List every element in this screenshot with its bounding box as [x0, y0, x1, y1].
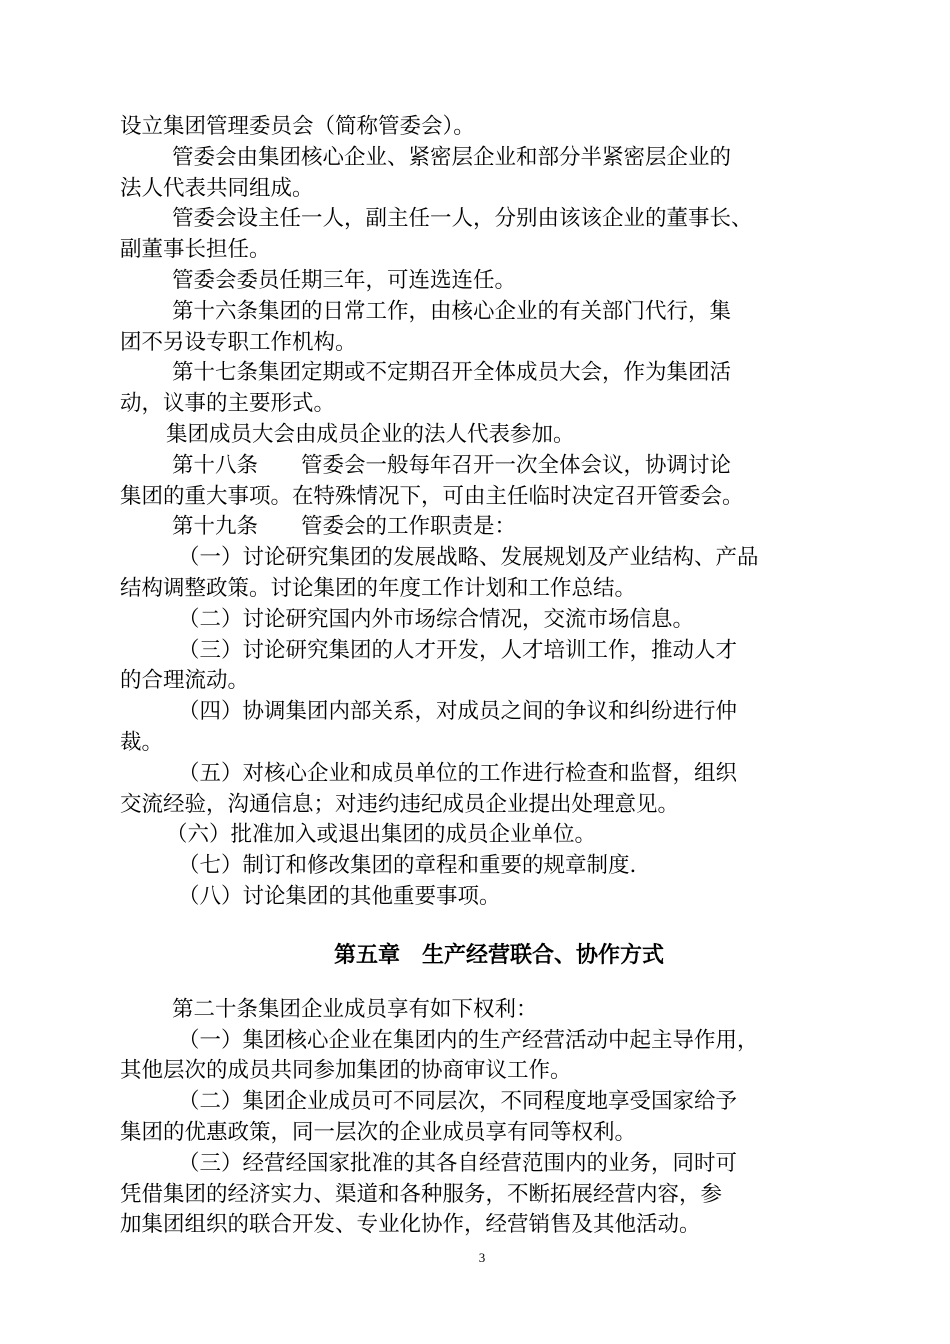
text-line: （四）协调集团内部关系，对成员之间的争议和纠纷进行仲 — [178, 699, 738, 725]
text-line: （二）集团企业成员可不同层次，不同程度地享受国家给予 — [178, 1089, 738, 1115]
body-text — [120, 112, 856, 1241]
text-line: 设立集团管理委员会（简称管委会）。 — [120, 114, 475, 139]
text-line: 交流经验，沟通信息；对违约违纪成员企业提出处理意见。 — [120, 791, 680, 817]
text-line: 集团的优惠政策，同一层次的企业成员享有同等权利。 — [120, 1119, 637, 1145]
text-line: 团不另设专职工作机构。 — [120, 329, 357, 355]
text-line: 结构调整政策。讨论集团的年度工作计划和工作总结。 — [120, 575, 637, 601]
page-number: 3 — [478, 1250, 486, 1265]
text-line: （三）经营经国家批准的其各自经营范围内的业务，同时可 — [178, 1150, 738, 1176]
text-line: （五）对核心企业和成员单位的工作进行检查和监督，组织 — [178, 760, 738, 786]
text-line: 第十八条 管委会一般每年召开一次全体会议，协调讨论 — [172, 452, 732, 478]
text-line: 其他层次的成员共同参加集团的协商审议工作。 — [120, 1058, 572, 1084]
text-line: （一）讨论研究集团的发展战略、发展规划及产业结构、产品 — [178, 545, 759, 571]
text-line: （七）制订和修改集团的章程和重要的规章制度. — [178, 853, 637, 879]
text-line: （八）讨论集团的其他重要事项。 — [178, 883, 501, 909]
text-line: 的合理流动。 — [120, 668, 250, 694]
text-line: 凭借集团的经济实力、渠道和各种服务，不断拓展经营内容，参 — [120, 1181, 723, 1207]
text-line: 动，议事的主要形式。 — [120, 391, 336, 417]
text-line: 第十九条 管委会的工作职责是： — [172, 514, 517, 540]
text-line: 第二十条集团企业成员享有如下权利： — [172, 996, 538, 1022]
text-line: （三）讨论研究集团的人才开发，人才培训工作，推动人才 — [178, 637, 738, 663]
text-line: 裁。 — [120, 729, 164, 755]
text-line: 集团成员大会由成员企业的法人代表参加。 — [166, 421, 575, 447]
text-line: 第十七条集团定期或不定期召开全体成员大会，作为集团活 — [172, 360, 732, 386]
text-line: 法人代表共同组成。 — [120, 175, 314, 201]
text-line: （六）批准加入或退出集团的成员企业单位。 — [166, 822, 597, 848]
text-line: 管委会委员任期三年，可连选连任。 — [172, 267, 517, 293]
text-line: 加集团组织的联合开发、专业化协作，经营销售及其他活动。 — [120, 1212, 701, 1238]
text-line: 集团的重大事项。在特殊情况下，可由主任临时决定召开管委会。 — [120, 483, 744, 509]
text-line: 第十六条集团的日常工作，由核心企业的有关部门代行，集 — [172, 298, 732, 324]
text-line: 管委会由集团核心企业、紧密层企业和部分半紧密层企业的 — [172, 144, 732, 170]
text-line: 副董事长担任。 — [120, 237, 271, 263]
text-line: （二）讨论研究国内外市场综合情况，交流市场信息。 — [178, 606, 695, 632]
text-line: （一）集团核心企业在集团内的生产经营活动中起主导作用， — [178, 1027, 759, 1053]
text-line: 管委会设主任一人，副主任一人，分别由该该企业的董事长、 — [172, 206, 753, 232]
chapter-title: 第五章 生产经营联合、协作方式 — [333, 942, 664, 968]
